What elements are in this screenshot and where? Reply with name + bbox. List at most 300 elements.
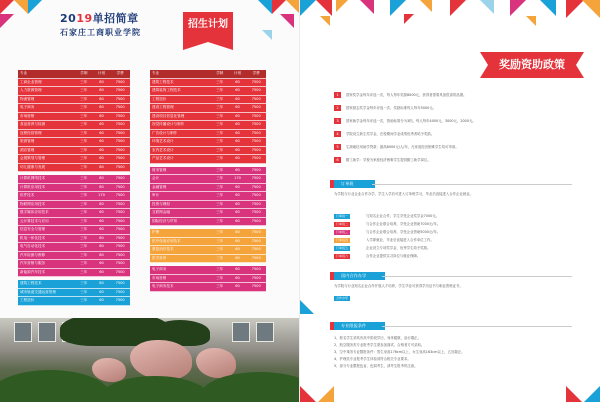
cell-type: 三年 [80,147,88,152]
cell-fee: 7500 [251,96,261,101]
cell-type: 三年 [80,193,88,197]
cell-count: 60 [235,255,240,260]
cell-type: 三年 [80,156,88,160]
table-row [150,96,266,105]
table-row [150,192,266,201]
cell-major: 广告设计与制作 [152,130,178,135]
table-row [18,280,130,289]
decor-triangle [0,0,14,14]
cell-count: 60 [235,79,240,84]
cell-count: 60 [235,267,240,271]
table-row [150,218,266,227]
order-label: 订单班一 [336,214,349,218]
requirement-item: 1、报名学生须具有高中阶段学历，身体健康，品行端正。 [334,336,421,340]
table-row [150,266,266,275]
table-row [18,192,130,201]
cell-major: 城市轨道交通运营管理 [20,289,56,294]
table-row [18,252,130,261]
table-row [18,184,130,193]
header-type: 学制 [80,71,88,75]
table-row [150,255,266,264]
requirement-item: 5、部分专业限报色盲、色弱考生，请考生报考时注意。 [334,364,418,368]
cell-fee: 7500 [115,88,125,92]
cell-count: 170 [98,193,105,197]
table-header-row [18,70,130,79]
policy-number: 4 [334,131,341,137]
decor-triangle [320,16,330,26]
policy-title: 奖励资助政策 [488,52,576,78]
cell-count: 80 [235,230,240,234]
order-label: 订单班三 [336,230,349,234]
cell-count: 60 [235,96,240,101]
cell-major: 财务管理 [152,167,167,172]
decor-triangle [360,0,374,14]
cell-fee: 7500 [115,130,125,135]
table-row [150,79,266,88]
cell-major: 物流管理 [20,96,35,101]
table-row [150,87,266,96]
header-count: 计划 [233,71,242,75]
header-count: 计划 [97,71,106,75]
cell-major: 汽车营销与服务 [20,261,46,265]
cell-type: 三年 [216,167,224,172]
table-row [18,79,130,88]
cell-count: 60 [99,269,104,274]
table-row [18,147,130,156]
cell-count: 170 [234,176,241,180]
cell-major: 医学营养 [152,255,167,260]
cell-fee: 7500 [115,139,125,143]
cell-fee: 7500 [251,130,261,135]
table-row [150,147,266,156]
decor-triangle [258,0,272,14]
decor-triangle [272,0,286,14]
cell-type: 三年 [80,261,88,265]
cell-major: 互联网金融 [152,210,170,214]
enrollment-table-left [18,70,130,309]
cell-major: 康复治疗技术 [152,247,174,251]
decor-triangle [450,0,466,16]
policy-number: 1 [334,92,341,98]
cell-count: 60 [235,122,240,126]
cell-fee: 7500 [251,176,261,180]
cell-type: 三年 [216,105,224,109]
table-row [18,113,130,122]
order-text: 合作企业提供实习岗位与就业保障。 [366,254,421,258]
policy-text: 国家助学金每年评选一次，资助标准分为3档，每人每年4000元、3000元、2000元。 [346,118,476,123]
cell-fee: 7500 [251,193,261,197]
requirement-item: 3、空中乘务专业限报条件：男生身高176cm以上，女生身高163cm以上，五官端正。 [334,350,465,354]
cell-count: 60 [235,210,240,214]
divider [382,326,572,327]
cell-count: 80 [99,105,104,109]
order-text: 与知名企业合作，学生享受企业奖学金7000元。 [366,214,440,218]
cell-major: 食品营养与检测 [20,122,46,126]
cell-major: 护理 [152,230,160,234]
cell-count: 60 [99,218,104,223]
cell-count: 60 [99,147,104,152]
cell-fee: 7500 [115,235,125,240]
cell-type: 三年 [80,130,88,135]
cell-major: 工程造价 [20,298,35,302]
cell-count: 80 [99,201,104,206]
cell-fee: 7500 [251,201,261,206]
policy-text: 国家奖学金每年评选一次，每人每年奖励8000元，获得者需要具备很高的品德。 [346,92,467,97]
garden-rock [92,358,126,382]
cell-fee: 7500 [115,210,125,214]
header-type: 学制 [216,71,224,75]
cell-fee: 7500 [251,284,261,288]
decor-triangle [28,0,42,14]
order-text: 与合作企业联合培养，享受企业资助5000元/年。 [366,230,441,234]
cell-count: 80 [99,176,104,180]
cell-major: 信息安全与管理 [20,227,46,231]
cell-major: 建设项目信息化管理 [152,113,185,118]
cell-major: 视觉传播设计与制作 [152,122,185,126]
table-row [18,155,130,164]
cell-major: 会计 [152,176,160,180]
domestic-label: 合作办学 [336,296,349,300]
cell-fee: 7500 [115,79,125,84]
cell-type: 三年 [80,218,88,223]
cell-type: 三年 [216,79,224,84]
building-window [256,322,274,342]
table-row [18,243,130,252]
building-window [232,322,250,342]
cell-fee: 7500 [115,193,125,197]
table-row [18,175,130,184]
cell-count: 80 [99,164,104,169]
cell-type: 三年 [80,88,88,92]
group-gap [18,306,130,309]
cell-fee: 7500 [251,105,261,109]
cell-fee: 7500 [251,218,261,223]
decor-triangle [300,300,314,314]
cell-count: 80 [99,281,104,285]
cell-major: 数字媒体应用技术 [20,210,49,214]
cell-type: 三年 [216,139,224,143]
cell-fee: 7500 [115,244,125,248]
decor-triangle [582,0,600,18]
cell-type: 三年 [80,235,88,240]
table-row [150,175,266,184]
decor-triangle [300,0,316,16]
cell-type: 三年 [216,267,224,271]
table-row [18,164,130,173]
cell-type: 三年 [216,184,224,189]
cell-count: 60 [235,275,240,280]
cell-major: 工程造价 [152,96,167,101]
cell-type: 三年 [216,147,224,152]
table-row [150,238,266,247]
table-row [18,138,130,147]
cell-count: 60 [99,130,104,135]
plan-title-ribbon: 招生计划 [183,12,233,42]
cell-type: 三年 [80,289,88,294]
cell-count: 60 [99,227,104,231]
cell-count: 80 [99,252,104,257]
cell-type: 三年 [216,122,224,126]
order-text: 企业设立专项奖学金，优秀学生给予奖励。 [366,246,431,250]
cell-count: 60 [235,139,240,143]
cell-count: 80 [99,235,104,240]
decor-triangle [404,14,414,24]
cell-fee: 7500 [251,230,261,234]
policy-number: 2 [334,105,341,111]
policy-text: 生源地信用助学贷款：最高8000元/人/年，凡家庭经济困难学生均可申请。 [346,144,459,149]
cell-type: 三年 [80,176,88,180]
table-row [18,96,130,105]
table-row [150,275,266,284]
cell-major: 电子商务 [20,105,35,109]
cell-major: 室内艺术设计 [152,147,174,152]
decor-triangle [480,0,494,14]
requirement-item: 4、护理类专业报考学生体检须符合相关专业要求。 [334,357,411,361]
order-label: 订单班四 [336,238,349,242]
cell-fee: 7500 [251,147,261,152]
decor-triangle [420,0,432,12]
cell-count: 60 [235,147,240,152]
cell-type: 三年 [216,176,224,180]
table-row [150,184,266,193]
cell-type: 三年 [216,238,224,243]
cell-fee: 7500 [251,79,261,84]
cell-major: 医疗设备应用技术 [152,238,181,243]
brand-block [60,10,180,38]
cell-fee: 7500 [115,156,125,160]
cell-major: 市场营销 [20,113,35,118]
cell-major: 国际经济与贸易 [152,218,178,223]
section-order-class: 订单班 [334,180,375,188]
cell-type: 三年 [216,193,224,197]
cell-major: 建筑装饰工程技术 [152,88,181,92]
decor-triangle [336,0,348,12]
decor-triangle [566,386,582,402]
cell-major: 云计算技术与应用 [20,218,49,223]
cell-count: 60 [235,156,240,160]
table-row [150,167,266,176]
cell-major: 物联网应用技术 [20,201,46,206]
garden-rock [130,340,192,380]
cell-type: 三年 [216,284,224,288]
cell-fee: 7500 [251,113,261,118]
table-row [150,201,266,210]
cell-fee: 7500 [251,88,261,92]
cell-count: 80 [99,88,104,92]
cell-major: 汽车检测与维修 [20,252,46,257]
cell-fee: 7500 [251,238,261,243]
policy-text: 国家励志奖学金每年评选一次，奖励标准每人每年5000元。 [346,105,437,110]
table-header-row [150,70,266,79]
decor-triangle [526,16,536,26]
cell-major: 酒店管理 [20,147,35,152]
requirement-item: 2、航空服务类专业报考学生需参加面试，合格者方可录取。 [334,343,425,347]
cell-major: 旅游管理 [20,139,35,143]
cell-major: 建筑工程技术 [20,281,42,285]
cell-count: 60 [235,218,240,223]
section-domestic: 国内合作办学 [334,272,385,280]
cell-type: 三年 [80,252,88,257]
right-page [300,0,600,402]
cell-count: 80 [99,113,104,118]
cell-fee: 7500 [115,252,125,257]
section-requirements: 专业限报条件 [334,322,385,330]
divider [382,276,572,277]
table-row [18,235,130,244]
cell-count: 80 [99,79,104,84]
cell-type: 三年 [80,184,88,189]
cell-major: 软件技术 [20,193,35,197]
header-fee: 学费 [116,71,124,75]
table-row [18,226,130,235]
cell-type: 三年 [80,227,88,231]
table-row [18,297,130,306]
cell-major: 电子商务技术 [152,284,174,288]
cell-fee: 7500 [251,275,261,280]
cell-major: 环境艺术设计 [152,139,174,143]
cell-major: 人力资源管理 [20,88,42,92]
cell-fee: 7500 [115,289,125,294]
cell-count: 60 [235,184,240,189]
decor-triangle [584,386,600,402]
table-row [150,130,266,139]
divider [372,184,572,185]
group-gap [150,292,266,295]
header-fee: 学费 [252,71,260,75]
cell-type: 三年 [80,201,88,206]
policy-text: 学院设立新生奖学金，在校期间学业成绩优秀者给予奖励。 [346,131,435,136]
cell-major: 产品艺术设计 [152,156,174,160]
cell-count: 60 [99,139,104,143]
cell-count: 60 [235,284,240,288]
cell-fee: 7500 [115,96,125,101]
decor-triangle [318,386,334,402]
cell-fee: 7500 [115,201,125,206]
cell-fee: 7500 [115,218,125,223]
decor-triangle [510,0,526,16]
cell-fee: 7500 [115,298,125,302]
enrollment-table-right [150,70,266,295]
cell-count: 60 [235,105,240,109]
table-row [18,104,130,113]
building-window [14,322,32,342]
order-label: 订单班五 [336,246,349,250]
cell-fee: 7500 [251,167,261,172]
cell-type: 三年 [216,247,224,251]
cell-type: 三年 [216,255,224,260]
cell-count: 60 [235,247,240,251]
cell-fee: 7500 [251,139,261,143]
decor-triangle [0,14,14,28]
order-label: 订单班六 [336,254,349,258]
header-major: 专业 [20,71,28,75]
campus-photo [0,318,300,402]
table-row [150,138,266,147]
cell-fee: 7500 [115,105,125,109]
decor-triangle [300,386,316,402]
cell-type: 三年 [216,210,224,214]
cell-fee: 7500 [115,281,125,285]
garden-rock [196,348,236,378]
order-intro: 为学院与行业企业合作办学，学生入学后可进入订单班学习，毕业后直接进入合作企业就业。 [334,192,474,196]
table-row [150,283,266,292]
cell-fee: 7500 [115,113,125,118]
cell-count: 60 [99,210,104,214]
cell-fee: 7500 [251,267,261,271]
cell-type: 三年 [216,88,224,92]
brand-school: 石家庄工商职业学院 [60,28,141,37]
cell-major: 计算机应用技术 [20,184,46,189]
cell-major: 投资与理财 [152,201,170,206]
cell-fee: 7500 [251,210,261,214]
table-row [18,269,130,278]
cell-count: 60 [99,289,104,294]
cell-type: 三年 [80,105,88,109]
table-row [18,201,130,210]
cell-fee: 7500 [251,156,261,160]
cell-count: 60 [235,193,240,197]
cell-count: 60 [235,238,240,243]
table-row [150,121,266,130]
decor-triangle [280,14,294,28]
table-row [150,246,266,255]
table-row [150,113,266,122]
cell-major: 金融管理 [152,184,167,189]
cell-fee: 7500 [115,184,125,189]
cell-fee: 7500 [251,122,261,126]
cell-type: 三年 [216,230,224,234]
cell-type: 三年 [80,139,88,143]
cell-fee: 7500 [115,227,125,231]
building-window [38,322,56,342]
cell-count: 60 [99,122,104,126]
table-row [18,209,130,218]
cell-major: 审计 [152,193,160,197]
cell-fee: 7500 [115,147,125,152]
cell-count: 60 [235,130,240,135]
policy-text: 勤工助学：学校为家庭经济困难学生提供勤工助学岗位。 [346,157,431,162]
table-row [18,121,130,130]
cell-count: 60 [99,261,104,265]
cell-type: 三年 [80,164,88,169]
cell-major: 建设工程管理 [152,105,174,109]
cell-fee: 7500 [251,247,261,251]
table-row [150,229,266,238]
table-row [150,104,266,113]
cell-type: 三年 [80,298,88,302]
cell-type: 三年 [80,269,88,274]
cell-count: 60 [99,298,104,302]
cell-count: 60 [235,113,240,118]
table-row [18,130,130,139]
cell-count: 60 [235,88,240,92]
cell-fee: 7500 [115,261,125,265]
decor-triangle [286,0,300,14]
cell-type: 三年 [80,96,88,101]
cell-type: 三年 [80,122,88,126]
cell-type: 三年 [80,79,88,84]
cell-count: 60 [235,201,240,206]
cell-type: 三年 [216,96,224,101]
cell-type: 三年 [216,156,224,160]
brand-title: 2019单招简章 [60,12,139,25]
cell-fee: 7500 [115,176,125,180]
cell-major: 幼儿健康与发展 [20,164,46,169]
cell-major: 会展策划与管理 [20,156,46,160]
cell-type: 三年 [216,130,224,135]
cell-count: 80 [99,96,104,101]
policy-number: 6 [334,157,341,163]
